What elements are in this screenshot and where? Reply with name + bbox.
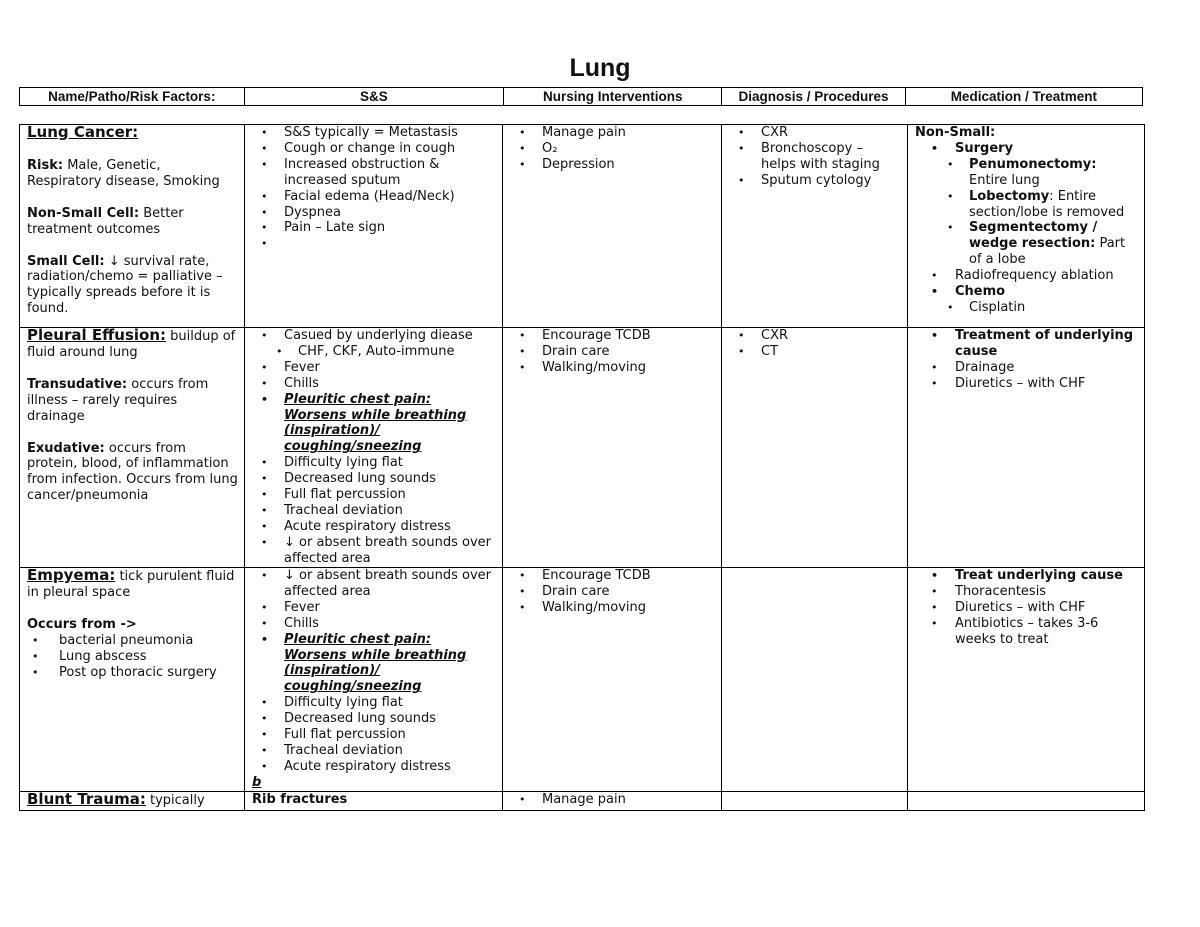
header-table bbox=[19, 87, 1143, 106]
list-item: • Treatment of underlying cause bbox=[915, 328, 1138, 360]
pneumonectomy-text: Entire lung bbox=[969, 172, 1040, 188]
list-item: • Difficulty lying flat bbox=[252, 455, 496, 471]
pleural-effusion-title: Pleural Effusion: bbox=[27, 326, 166, 344]
list-item: • CXR bbox=[729, 125, 901, 141]
table-row bbox=[20, 791, 1145, 810]
blunt-trauma-diagnosis-cell bbox=[722, 791, 908, 810]
exudative-label: Exudative: bbox=[27, 440, 105, 456]
exudative-text: occurs from protein, blood, of inflammation from infection. Occurs from lung cancer/pneumonia bbox=[27, 440, 238, 504]
list-item: • Chemo bbox=[915, 284, 1138, 300]
list-item: • Pleuritic chest pain: Worsens while breathing (inspiration)/ coughing/sneezing bbox=[252, 632, 496, 696]
pleural-effusion-ss-cell bbox=[245, 328, 503, 568]
pleural-effusion-medication-cell bbox=[908, 328, 1145, 568]
lung-cancer-medication-cell bbox=[908, 125, 1145, 328]
list-item: • Difficulty lying flat bbox=[252, 695, 496, 711]
list-item: • Full flat percussion bbox=[252, 727, 496, 743]
list-item: • Antibiotics – takes 3-6 weeks to treat bbox=[915, 616, 1138, 648]
list-item: • Pain – Late sign bbox=[252, 220, 496, 236]
list-item: • Fever bbox=[252, 360, 496, 376]
list-item bbox=[252, 236, 496, 252]
list-item: • Encourage TCDB bbox=[510, 568, 715, 584]
list-item: • Pleuritic chest pain: Worsens while breathing (inspiration)/ coughing/sneezing bbox=[252, 392, 496, 456]
pleural-effusion-diagnosis-cell bbox=[722, 328, 908, 568]
small-cell-label: Small Cell: bbox=[27, 253, 105, 269]
blunt-trauma-title: Blunt Trauma: bbox=[27, 789, 146, 808]
list-item: • Encourage TCDB bbox=[510, 328, 715, 344]
non-small-label: Non-Small: bbox=[915, 125, 996, 140]
list-item: • Decreased lung sounds bbox=[252, 711, 496, 727]
pneumonectomy-label: Penumonectomy: bbox=[969, 156, 1097, 172]
list-item: • Acute respiratory distress bbox=[252, 759, 496, 775]
list-item: • Walking/moving bbox=[510, 600, 715, 616]
list-item: • Tracheal deviation bbox=[252, 743, 496, 759]
blunt-trauma-name-cell bbox=[20, 791, 245, 810]
list-item: • Bronchoscopy – helps with staging bbox=[729, 141, 901, 173]
list-item: • Manage pain bbox=[510, 125, 715, 141]
small-cell-text: ↓ survival rate, radiation/chemo = palliative – typically spreads before it is found. bbox=[27, 253, 223, 317]
list-item: • Acute respiratory distress bbox=[252, 519, 496, 535]
lobectomy-label: Lobectomy bbox=[969, 188, 1050, 204]
list-item: • Dyspnea bbox=[252, 205, 496, 221]
list-item: • Depression bbox=[510, 157, 715, 173]
transudative-label: Transudative: bbox=[27, 376, 128, 392]
header-diagnosis: Diagnosis / Procedures bbox=[722, 88, 905, 106]
risk-text: Male, Genetic, Respiratory disease, Smoking bbox=[27, 157, 220, 189]
lung-cancer-nursing-cell bbox=[503, 125, 722, 328]
blunt-trauma-desc: typically bbox=[145, 792, 205, 808]
table-row bbox=[20, 328, 1145, 568]
rib-fractures: Rib fractures bbox=[252, 791, 348, 807]
header-nursing: Nursing Interventions bbox=[504, 88, 722, 106]
list-item: • Chills bbox=[252, 376, 496, 392]
empyema-diagnosis-cell bbox=[722, 568, 908, 792]
segmentectomy-text: Part of a lobe bbox=[969, 236, 1126, 268]
list-item bbox=[915, 157, 1138, 189]
list-item: • Facial edema (Head/Neck) bbox=[252, 189, 496, 205]
list-item: • Lung abscess bbox=[27, 649, 238, 665]
empyema-ss-cell bbox=[245, 568, 503, 792]
list-item: • Thoracentesis bbox=[915, 584, 1138, 600]
header-ss: S&S bbox=[244, 88, 504, 106]
list-item: • Cough or change in cough bbox=[252, 141, 496, 157]
list-item: • Full flat percussion bbox=[252, 487, 496, 503]
blunt-trauma-ss-cell bbox=[245, 791, 503, 810]
lung-cancer-ss-cell bbox=[245, 125, 503, 328]
empyema-name-cell bbox=[20, 568, 245, 792]
header-name: Name/Patho/Risk Factors: bbox=[20, 88, 245, 106]
list-item: • ↓ or absent breath sounds over affected area bbox=[252, 535, 496, 567]
list-item: • S&S typically = Metastasis bbox=[252, 125, 496, 141]
content-table bbox=[19, 124, 1145, 811]
list-item: • CHF, CKF, Auto-immune bbox=[252, 344, 496, 360]
list-item: • CXR bbox=[729, 328, 901, 344]
list-item: • bacterial pneumonia bbox=[27, 633, 238, 649]
list-item: • Drain care bbox=[510, 584, 715, 600]
list-item: • Drainage bbox=[915, 360, 1138, 376]
list-item bbox=[915, 189, 1138, 221]
list-item: • Surgery bbox=[915, 141, 1138, 157]
list-item: • Treat underlying cause bbox=[915, 568, 1138, 584]
list-item: • Diuretics – with CHF bbox=[915, 376, 1138, 392]
pleural-effusion-nursing-cell bbox=[503, 328, 722, 568]
blunt-trauma-medication-cell bbox=[908, 791, 1145, 810]
table-row bbox=[20, 568, 1145, 792]
list-item: • CT bbox=[729, 344, 901, 360]
table-row bbox=[20, 125, 1145, 328]
list-item bbox=[915, 220, 1138, 268]
list-item: • Increased obstruction & increased sputum bbox=[252, 157, 496, 189]
list-item: • Cisplatin bbox=[915, 300, 1138, 316]
list-item: • O₂ bbox=[510, 141, 715, 157]
list-item: • Decreased lung sounds bbox=[252, 471, 496, 487]
empyema-title: Empyema: bbox=[27, 566, 116, 584]
list-item: • Drain care bbox=[510, 344, 715, 360]
empyema-desc: tick purulent fluid in pleural space bbox=[27, 569, 235, 600]
list-item: • Diuretics – with CHF bbox=[915, 600, 1138, 616]
list-item: • Chills bbox=[252, 616, 496, 632]
lung-cancer-diagnosis-cell bbox=[722, 125, 908, 328]
non-small-cell-label: Non-Small Cell: bbox=[27, 205, 140, 221]
risk-label: Risk: bbox=[27, 157, 64, 173]
page-title: Lung bbox=[569, 54, 631, 82]
occurs-from-label: Occurs from -> bbox=[27, 616, 137, 632]
list-item: • Sputum cytology bbox=[729, 173, 901, 189]
blunt-trauma-nursing-cell bbox=[503, 791, 722, 810]
list-item: • Tracheal deviation bbox=[252, 503, 496, 519]
segmentectomy-label: Segmentectomy / wedge resection: bbox=[969, 220, 1098, 252]
lobectomy-text: : Entire section/lobe is removed bbox=[969, 188, 1125, 220]
empyema-nursing-cell bbox=[503, 568, 722, 792]
list-item: • Manage pain bbox=[510, 792, 715, 808]
list-item: • Radiofrequency ablation bbox=[915, 268, 1138, 284]
lung-cancer-title: Lung Cancer: bbox=[27, 123, 139, 141]
non-small-cell-text: Better treatment outcomes bbox=[27, 205, 184, 237]
lung-cancer-name-cell bbox=[20, 125, 245, 328]
pleural-effusion-name-cell bbox=[20, 328, 245, 568]
pleural-effusion-desc: buildup of fluid around lung bbox=[27, 329, 236, 360]
stray-text: b bbox=[252, 774, 262, 790]
list-item: • Walking/moving bbox=[510, 360, 715, 376]
list-item: • Post op thoracic surgery bbox=[27, 665, 238, 681]
list-item: • Casued by underlying diease bbox=[252, 328, 496, 344]
list-item: • Fever bbox=[252, 600, 496, 616]
list-item: • ↓ or absent breath sounds over affected area bbox=[252, 568, 496, 600]
header-medication: Medication / Treatment bbox=[905, 88, 1142, 106]
transudative-text: occurs from illness – rarely requires drainage bbox=[27, 376, 209, 424]
empyema-medication-cell bbox=[908, 568, 1145, 792]
